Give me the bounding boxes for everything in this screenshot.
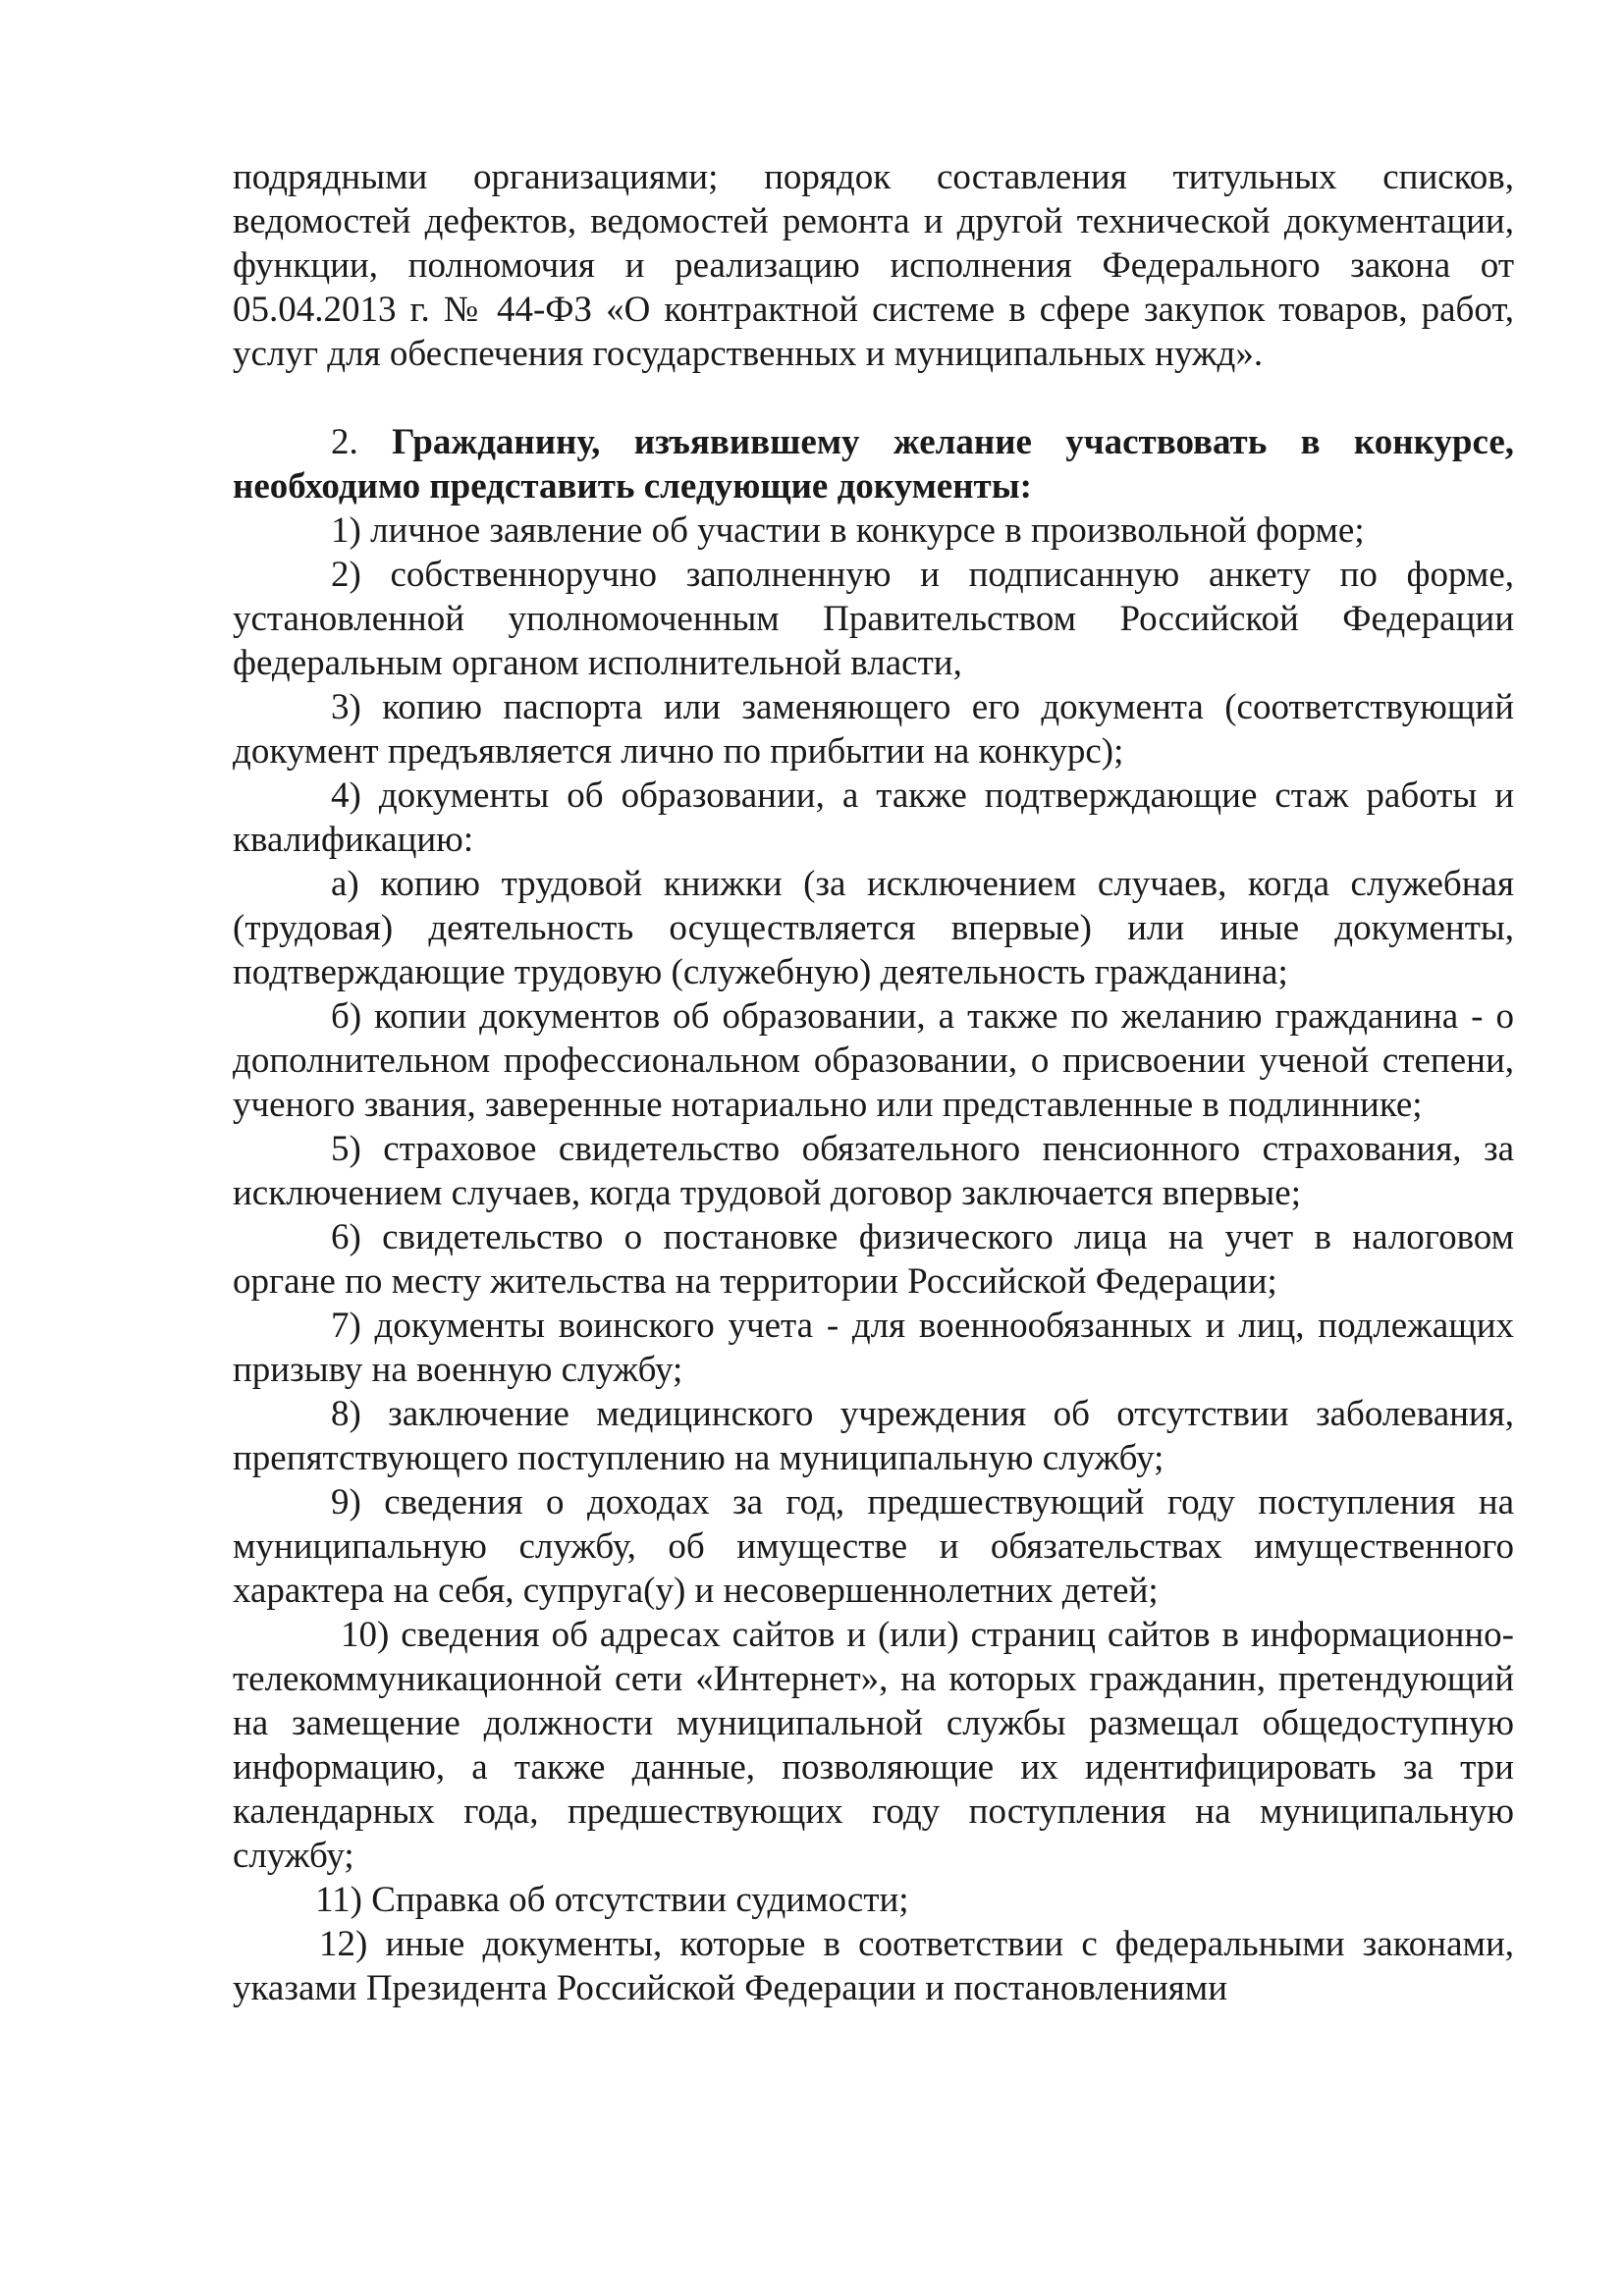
continuation-paragraph: подрядными организациями; порядок составления титульных списков, ведомостей дефектов, ведомостей ремонта и другой технической документации, функции, полномочия и реализацию исполнения Федерального закона от 05.04.2013 г. № 44-ФЗ «О контрактной системе в сфере закупок товаров, работ, услуг для обеспечения государственных и муниципальных нужд». bbox=[233, 157, 1514, 374]
list-item-5: 5) страховое свидетельство обязательного пенсионного страхования, за исключением случаев, когда трудовой договор заключается впервые; bbox=[233, 1129, 1514, 1213]
list-item-10: 10) сведения об адресах сайтов и (или) страниц сайтов в информационно-телекоммуникационной сети «Интернет», на которых гражданин, претендующий на замещение должности муниципальной службы размещал общедоступную информацию, а также данные, позволяющие их идентифицировать за три календарных года, предшествующих году поступления на муниципальную службу; bbox=[233, 1615, 1514, 1876]
section-2-number: 2. bbox=[331, 422, 358, 462]
list-item-6: 6) свидетельство о постановке физического лица на учет в налоговом органе по месту жительства на территории Российской Федерации; bbox=[233, 1217, 1514, 1302]
paragraph-gap bbox=[233, 376, 1514, 420]
list-item-8: 8) заключение медицинского учреждения об отсутствии заболевания, препятствующего поступлению на муниципальную службу; bbox=[233, 1394, 1514, 1478]
list-item-4a: а) копию трудовой книжки (за исключением случаев, когда служебная (трудовая) деятельность осуществляется впервые) или иные документы, подтверждающие трудовую (служебную) деятельность гражданина; bbox=[233, 864, 1514, 992]
list-item-9: 9) сведения о доходах за год, предшествующий году поступления на муниципальную службу, об имуществе и обязательствах имущественного характера на себя, супруга(у) и несовершеннолетних детей; bbox=[233, 1482, 1514, 1611]
list-item-3: 3) копию паспорта или заменяющего его документа (соответствующий документ предъявляется лично по прибытии на конкурс); bbox=[233, 687, 1514, 772]
list-item-12: 12) иные документы, которые в соответствии с федеральными законами, указами Президента Российской Федерации и постановлениями bbox=[233, 1924, 1514, 2008]
section-2-heading bbox=[233, 420, 1514, 508]
list-item-4: 4) документы об образовании, а также подтверждающие стаж работы и квалификацию: bbox=[233, 775, 1514, 860]
list-item-4b: б) копии документов об образовании, а также по желанию гражданина - о дополнительном профессиональном образовании, о присвоении ученой степени, ученого звания, заверенные нотариально или представленные в подлиннике; bbox=[233, 996, 1514, 1125]
list-item-2: 2) собственноручно заполненную и подписанную анкету по форме, установленной уполномоченным Правительством Российской Федерации федеральным органом исполнительной власти, bbox=[233, 555, 1514, 683]
document-body bbox=[233, 155, 1514, 2010]
list-item-11: 11) Справка об отсутствии судимости; bbox=[315, 1880, 909, 1920]
list-item-7: 7) документы воинского учета - для военнообязанных и лиц, подлежащих призыву на военную службу; bbox=[233, 1306, 1514, 1390]
section-2-title: Гражданину, изъявившему желание участвовать в конкурсе, необходимо представить следующие документы: bbox=[233, 422, 1514, 507]
list-item-1: 1) личное заявление об участии в конкурсе в произвольной форме; bbox=[331, 510, 1365, 551]
